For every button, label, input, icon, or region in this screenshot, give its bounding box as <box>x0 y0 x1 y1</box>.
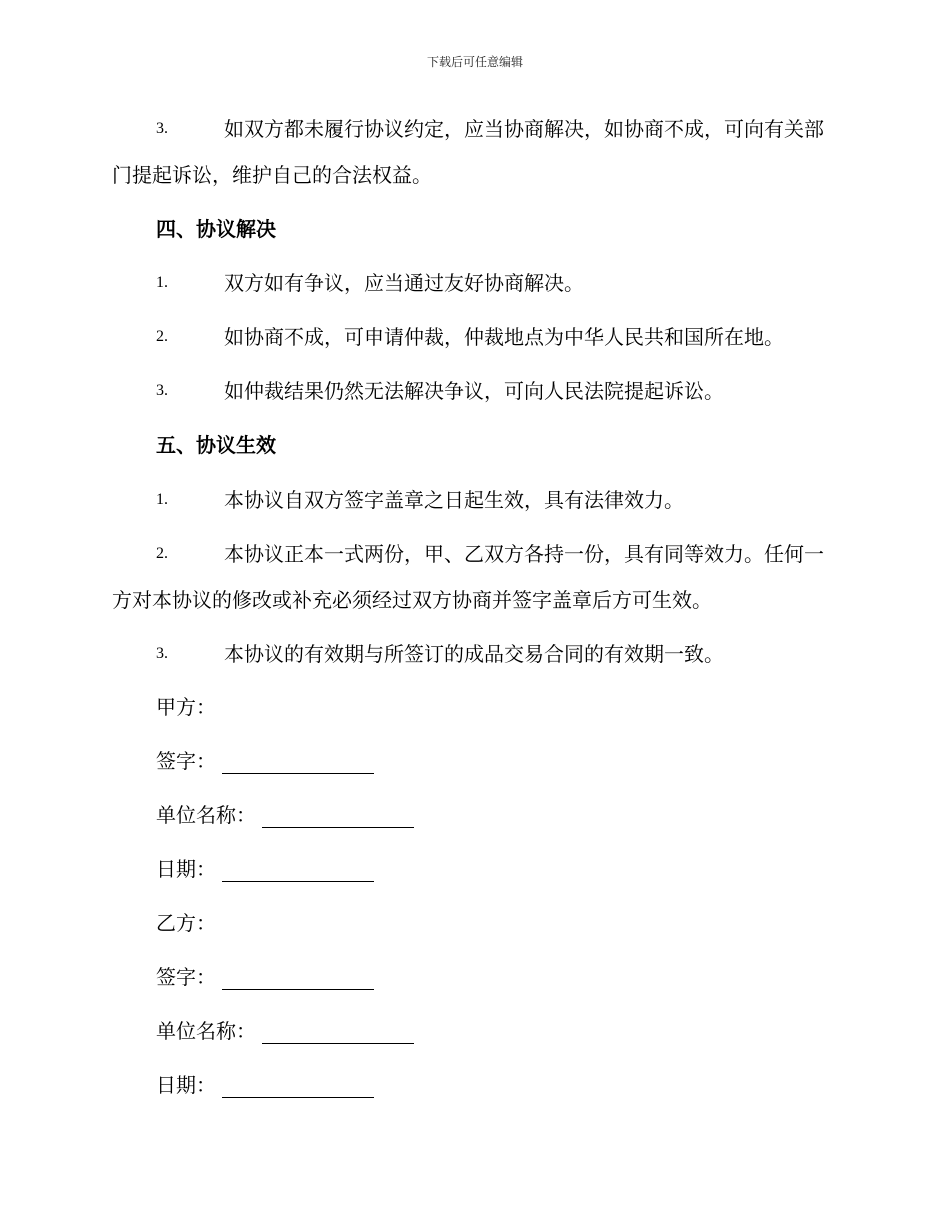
date-label: 日期： <box>156 857 216 881</box>
item-text: 本协议的有效期与所签订的成品交易合同的有效期一致。 <box>224 642 724 666</box>
signature-blank <box>222 773 374 774</box>
party-b-signature-line <box>112 954 882 1000</box>
item-number: 1. <box>156 491 168 508</box>
date-blank <box>222 881 374 882</box>
list-item <box>112 631 838 677</box>
item-text: 如协商不成，可申请仲裁，仲裁地点为中华人民共和国所在地。 <box>224 325 784 349</box>
signature-label: 签字： <box>156 749 216 773</box>
org-name-label: 单位名称： <box>156 803 256 827</box>
item-number: 3. <box>156 382 168 399</box>
list-item <box>112 531 838 623</box>
item-text: 如仲裁结果仍然无法解决争议，可向人民法院提起诉讼。 <box>224 379 724 403</box>
page-header: 下载后可任意编辑 <box>426 55 523 69</box>
org-name-label: 单位名称： <box>156 1019 256 1043</box>
item-number: 2. <box>156 328 168 345</box>
party-a-label: 甲方： <box>156 695 216 719</box>
item-number: 3. <box>156 645 168 662</box>
item-number: 1. <box>156 274 168 291</box>
org-name-blank <box>262 1043 414 1044</box>
party-b-date-line <box>112 1062 882 1108</box>
signature-label: 签字： <box>156 965 216 989</box>
list-item <box>112 260 838 306</box>
item-text: 本协议自双方签字盖章之日起生效，具有法律效力。 <box>224 488 684 512</box>
list-item <box>112 477 838 523</box>
signature-blank <box>222 989 374 990</box>
item-text: 双方如有争议，应当通过友好协商解决。 <box>224 271 584 295</box>
party-b-org-line <box>112 1008 882 1054</box>
party-a-org-line <box>112 792 882 838</box>
org-name-blank <box>262 827 414 828</box>
party-a-date-line <box>112 846 882 892</box>
list-item <box>112 368 838 414</box>
party-a-signature-line <box>112 738 882 784</box>
item-number: 3. <box>156 120 168 137</box>
section-heading: 五、协议生效 <box>156 433 276 457</box>
date-label: 日期： <box>156 1073 216 1097</box>
item-text: 如双方都未履行协议约定，应当协商解决，如协商不成，可向有关部门提起诉讼，维护自己的合法权益。 <box>112 117 824 187</box>
item-number: 2. <box>156 545 168 562</box>
item-text: 本协议正本一式两份，甲、乙双方各持一份，具有同等效力。任何一方对本协议的修改或补充必须经过双方协商并签字盖章后方可生效。 <box>112 542 824 612</box>
section-heading: 四、协议解决 <box>156 217 276 241</box>
list-item <box>112 106 838 198</box>
date-blank <box>222 1097 374 1098</box>
list-item <box>112 314 838 360</box>
party-b-label: 乙方： <box>156 911 216 935</box>
